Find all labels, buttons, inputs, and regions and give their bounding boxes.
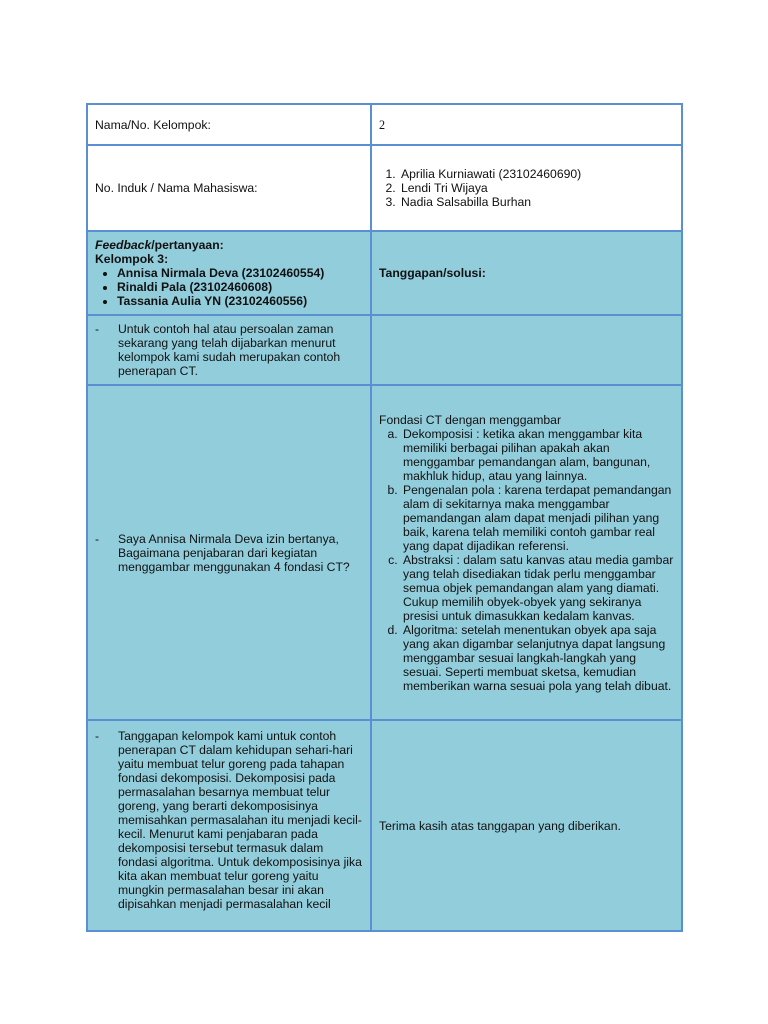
answer-cell bbox=[371, 315, 682, 385]
question-text: Saya Annisa Nirmala Deva izin bertanya, Bagaimana penjabaran dari kegiatan menggambar menggunakan 4 fondasi CT? bbox=[118, 531, 350, 574]
asker-item: • Annisa Nirmala Deva (23102460554) bbox=[117, 266, 363, 280]
asker-item: • Rinaldi Pala (23102460608) bbox=[117, 280, 363, 294]
asker-group: Kelompok 3: bbox=[95, 252, 169, 266]
group-row bbox=[87, 104, 682, 145]
answer-cell bbox=[371, 385, 682, 720]
answer-item: d. Algoritma: setelah menentukan obyek apa saja yang akan digambar selanjutnya dapat langsung menggambar sesuai langkah-langkah yang sesuai. Seperti membuat sketsa, kemudian memberikan warna sesuai pola yang telah dibuat. bbox=[401, 623, 674, 693]
qa-row bbox=[87, 315, 682, 385]
group-value: 2 bbox=[371, 104, 682, 145]
qa-row bbox=[87, 720, 682, 931]
answer-cell: Terima kasih atas tanggapan yang diberikan. bbox=[371, 720, 682, 931]
dash-marker: - bbox=[95, 729, 100, 743]
answer-item: c. Abstraksi : dalam satu kanvas atau media gambar yang telah disediakan tidak perlu menggambar semua objek pemandangan alam yang diamati. Cukup memilih obyek-obyek yang sekiranya presisi untuk dimasukkan kedalam kanvas. bbox=[401, 553, 674, 623]
asker-item: • Tassania Aulia YN (23102460556) bbox=[117, 294, 363, 308]
feedback-table bbox=[86, 103, 683, 932]
qa-row bbox=[87, 385, 682, 720]
answer-item: b. Pengenalan pola : karena terdapat pemandangan alam di sekitarnya maka menggambar pemandangan alam dapat menjadi pilihan yang baik, karena telah memiliki contoh gambar real yang dapat dijadikan referensi. bbox=[401, 483, 674, 553]
member-item: 1. Aprilia Kurniawati (23102460690) bbox=[399, 167, 674, 181]
member-item: 3. Nadia Salsabilla Burhan bbox=[399, 195, 674, 209]
answer-intro: Fondasi CT dengan menggambar bbox=[379, 412, 562, 427]
header-row bbox=[87, 231, 682, 315]
feedback-heading: Feedback/pertanyaan: bbox=[95, 238, 224, 252]
dash-marker: - bbox=[95, 531, 100, 546]
group-label: Nama/No. Kelompok: bbox=[87, 104, 371, 145]
question-text: Tanggapan kelompok kami untuk contoh penerapan CT dalam kehidupan sehari-hari yaitu membuat telur goreng pada tahapan fondasi dekomposisi. Dekomposisi pada permasalahan besarnya membuat telur goreng, yang berarti dekomposisinya memisahkan permasalahan itu menjadi kecil-kecil. Menurut kami penjabaran pada dekomposisi tersebut termasuk dalam fondasi algoritma. Untuk dekomposisinya jika kita akan membuat telur goreng yaitu mungkin permasalahan besar ini akan dipisahkan menjadi permasalahan kecil bbox=[118, 729, 362, 911]
question-cell bbox=[87, 315, 371, 385]
students-cell bbox=[371, 145, 682, 231]
response-header: Tanggapan/solusi: bbox=[371, 231, 682, 315]
asker-list bbox=[95, 266, 363, 308]
dash-marker: - bbox=[95, 322, 100, 336]
students-row bbox=[87, 145, 682, 231]
question-text: Untuk contoh hal atau persoalan zaman sekarang yang telah dijabarkan menurut kelompok kami sudah merupakan contoh penerapan CT. bbox=[118, 322, 341, 378]
question-cell bbox=[87, 720, 371, 931]
answer-list bbox=[379, 427, 674, 693]
question-cell bbox=[87, 385, 371, 720]
member-item: 2. Lendi Tri Wijaya bbox=[399, 181, 674, 195]
feedback-header-cell bbox=[87, 231, 371, 315]
member-list bbox=[379, 167, 674, 209]
students-label: No. Induk / Nama Mahasiswa: bbox=[87, 145, 371, 231]
answer-item: a. Dekomposisi : ketika akan menggambar kita memiliki berbagai pilihan apakah akan menggambar pemandangan alam, bangunan, makhluk hidup, atau yang lainnya. bbox=[401, 427, 674, 483]
